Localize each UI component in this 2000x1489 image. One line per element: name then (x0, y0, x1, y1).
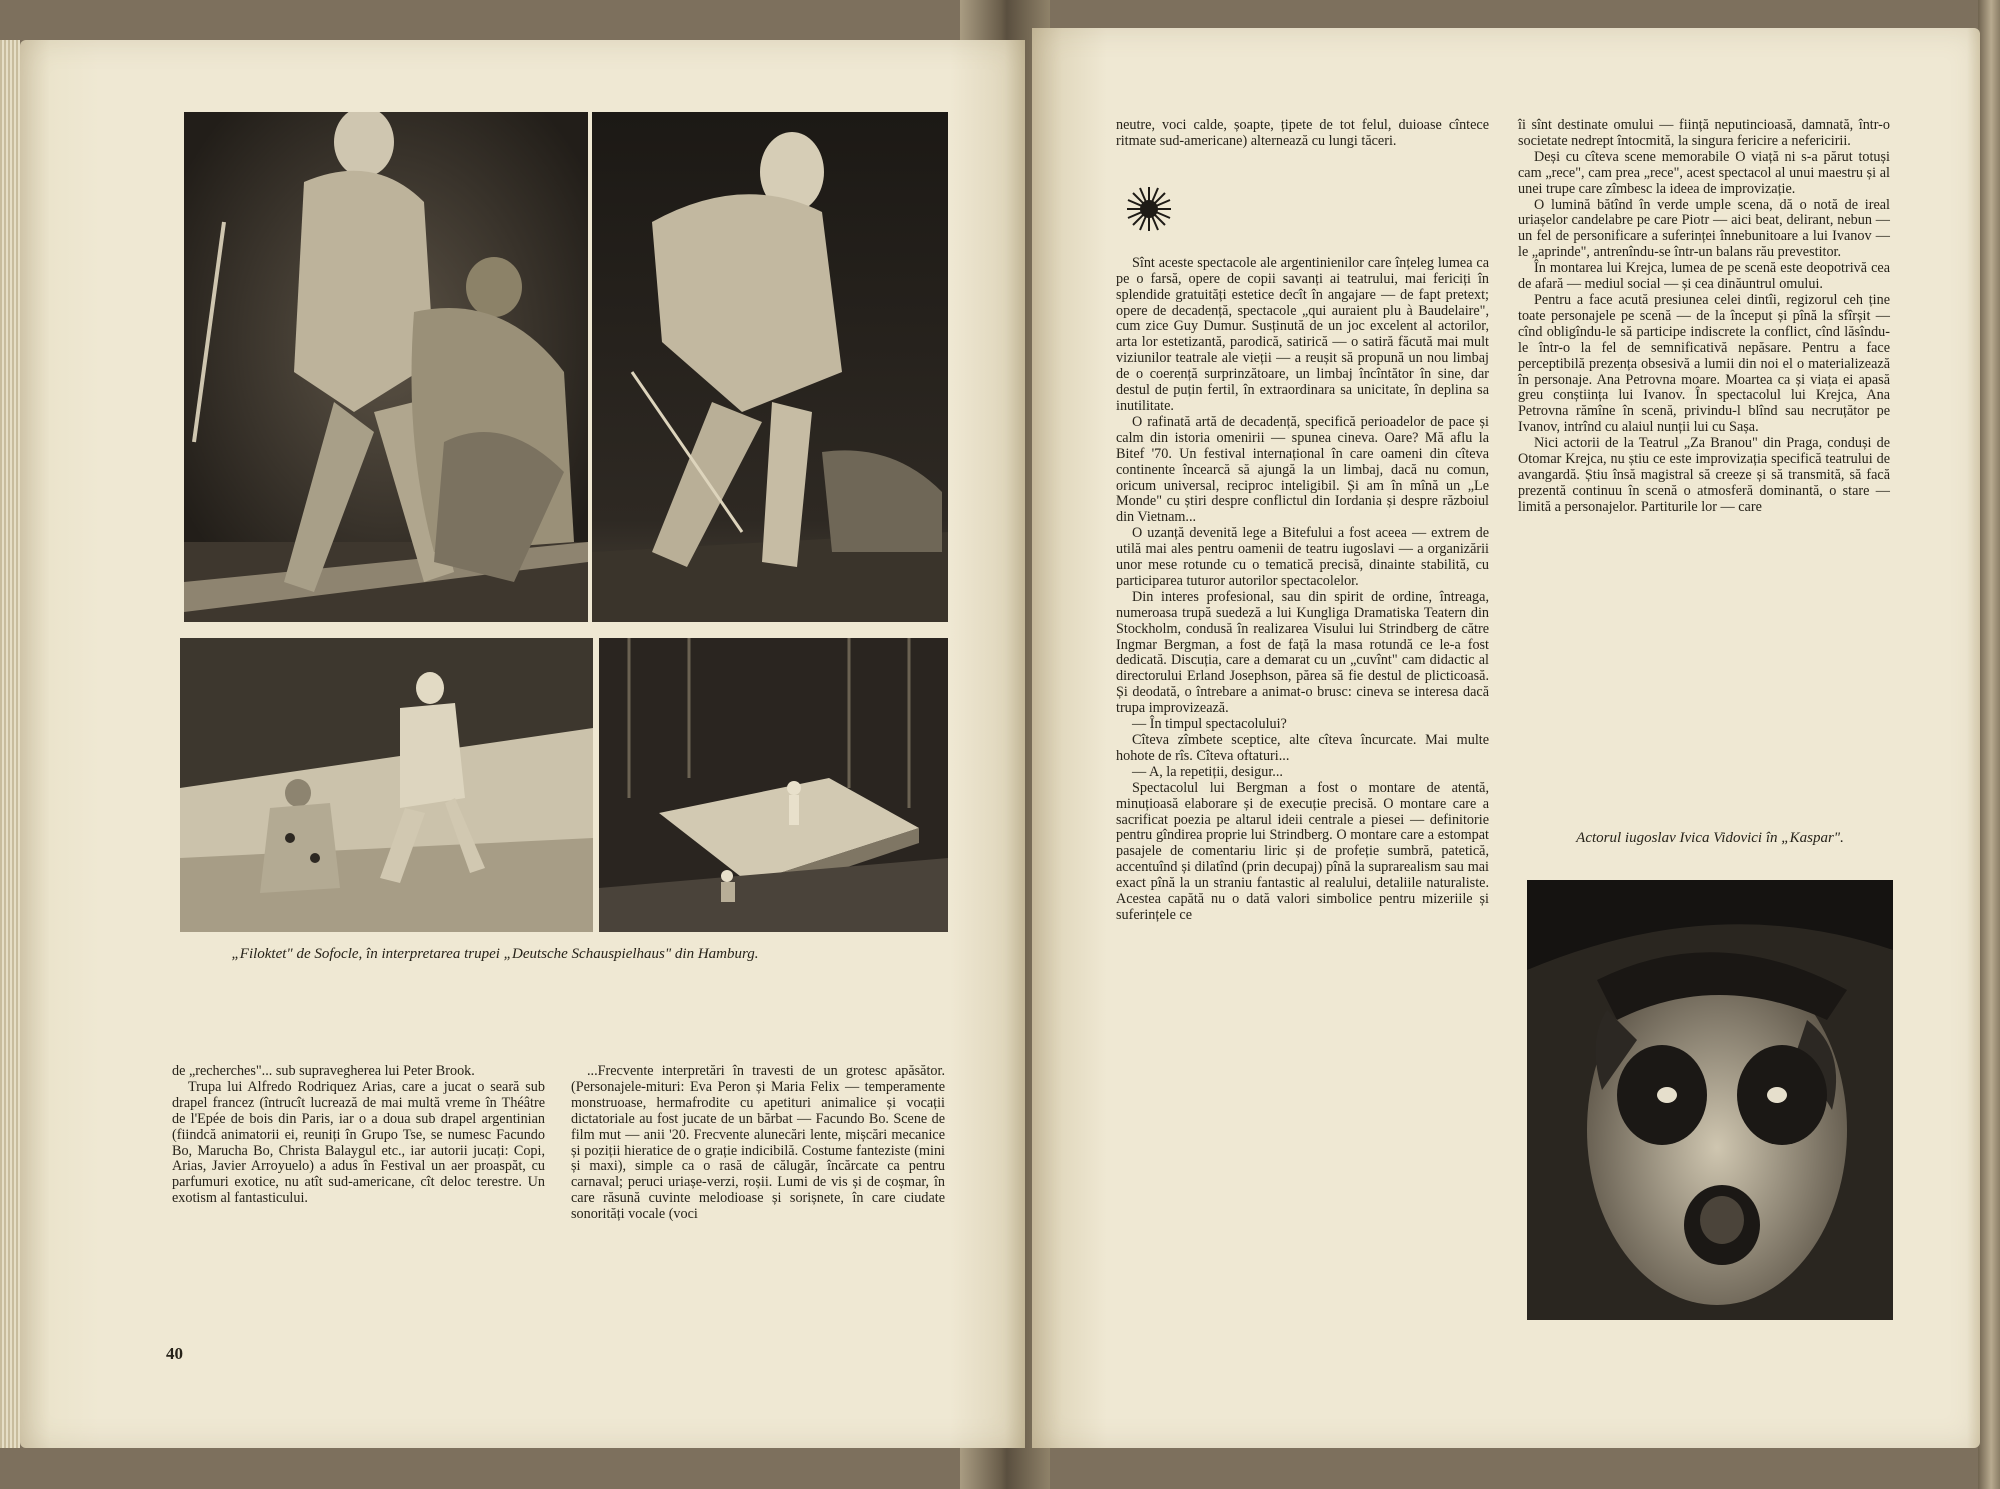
paragraph: — A, la repetiții, desigur... (1132, 763, 1283, 780)
photo-stage-set (599, 638, 948, 932)
paragraph: Deși cu cîteva scene memorabile O viață ni s-a părut totuși cam „rece", cam prea „rece", acest spectacol al unui maestru și al unei trupe care zîmbesc la ideea de improvizație. (1518, 148, 1890, 197)
paragraph: O uzanță devenită lege a Bitefului a fost aceea — extrem de utilă mai ales pentru oamenii de teatru iugoslavi — a organizării unor mese rotunde cu o tematică precisă, dinainte stabilită, cu participarea tuturor autorilor spectacolelor. (1116, 525, 1489, 589)
photo-top-left (184, 112, 588, 622)
paragraph: Din interes profesional, sau din spirit de ordine, întreaga, numeroasa trupă suedeză a lui Kungliga Dramatiska Teatern din Stockholm, condusă în realizarea Visului lui Strindberg de către Ingmar Bergman, a fost de față la masa rotundă ce le-a fost dedicată. Discuția, care a demarat cu un „cuvînt" cam didactic al directorului Erland Josephson, părea să fie destul de plicticoasă. Și deodată, o întrebare a animat-o brusc: cineva se interesa dacă trupa improvizează. (1116, 588, 1489, 717)
paragraph: Nici actorii de la Teatrul „Za Branou" din Praga, conduși de Otomar Krejca, nu știu ce este improvizația specifică teatrului de avangardă. Știu însă magistral să creeze și să transmită, să facă prezentă continuu în scenă o atmosferă dominantă, o stare — limită a personajelor. Partiturile lor — care (1518, 435, 1890, 515)
photo-actor-with-rod (592, 112, 948, 622)
photo-bottom-left (180, 638, 593, 932)
section-divider-sun-icon (1126, 186, 1172, 232)
paragraph: Spectacolul lui Bergman a fost o montare de atentă, minuțioasă elaborare și de execuție precisă. O montare care a sacrificat poezia pe altarul ideii centrale a piesei — definitorie pentru gîndirea proprie lui Strindberg. O montare care a estompat pasajele de comentariu liric și de profeție sumbră, patetică, accentuînd și dilatînd (prin decupaj) pînă la suprarealism sau mai exact pînă la un straniu fantastic al realului, detaliile naturaliste. Acestea capătă nu o dată valori simbolice pentru mizeriile și suferințele ce (1116, 779, 1489, 923)
page-edges (0, 40, 20, 1448)
paragraph: — În timpul spectacolului? (1132, 716, 1287, 733)
book-cover-edge (1978, 0, 2000, 1489)
page-number: 40 (166, 1344, 183, 1363)
left-page-column-1 (172, 1064, 545, 1207)
paragraph: îi sînt destinate omului — ființă neputincioasă, damnată, într-o societate nedrept întocmită, la singura fericire a nefericirii. (1518, 117, 1890, 149)
right-page-column-1 (1116, 118, 1489, 924)
paragraph: neutre, voci calde, șoapte, țipete de tot felul, duioase cîntece ritmate sud-americane) alternează cu lungi tăceri. (1116, 117, 1489, 149)
paragraph: În montarea lui Krejca, lumea de pe scenă este deopotrivă cea de afară — mediul social — și cea dinăuntrul omului. (1518, 260, 1890, 293)
right-page-column-2 (1518, 118, 1890, 516)
right-photo-caption: Actorul iugoslav Ivica Vidovici în „Kaspar". (1576, 830, 1844, 846)
photo-portrait (1527, 880, 1893, 1320)
photo-two-actors-stage (180, 638, 593, 932)
photo-actors-grappling (184, 112, 588, 622)
paragraph: Trupa lui Alfredo Rodriquez Arias, care a jucat o seară sub drapel francez (întrucît lucrează de mai multă vreme în Théâtre de l'Epée de bois din Paris, iar o a doua sub drapel argentinian (fiindcă animatorii ei, reuniți în Grupo Tse, se numesc Facundo Bo, Marucha Bo, Christa Balaygul etc., iar autorii jucați: Copi, Arias, Javier Arroyuelo) a adus în Festival un aer proaspăt, cu parfumuri exotice, nu atît sud-americane, cît deloc terestre. Un exotism al fantasticului. (172, 1078, 545, 1207)
paragraph: Cîteva zîmbete sceptice, alte cîteva încurcate. Mai multe hohote de rîs. Cîteva oftaturi... (1116, 732, 1489, 764)
paragraph: O lumină bătînd în verde umple scena, dă o notă de ireal uriașelor candelabre pe care Piotr — aici beat, delirant, nebun — un fel de personificare a suferinței înnebunitoare a lui Ivanov — le „aprinde", antrenîndu-se într-un balans rău prevestitor. (1518, 196, 1890, 261)
paragraph: de „recherches"... sub supravegherea lui Peter Brook. (172, 1063, 475, 1079)
left-photo-caption: „Filoktet" de Sofocle, în interpretarea trupei „Deutsche Schauspielhaus" din Hamburg. (231, 946, 759, 962)
paragraph: Pentru a face acută presiunea celei dintîi, regizorul ceh ține toate personajele pe scenă — de la început și pînă la sfîrșit — cînd obligîndu-le să participe indiscrete la conflict, cînd lăsîndu-le într-o la fel de semnificativă nepăsare. Pentru a face perceptibilă prezența obsesivă a lumii din noi el o materializează în personaje. Ana Petrovna moare. Moartea ca și viața ei apasă greu conștiința lui Ivanov. În spectacolul lui Krejca, Ana Petrovna rămîne în scenă, privindu-l blînd sau necruțător pe Ivanov, intrînd cu alaiul nunții lui cu Sașa. (1518, 291, 1890, 436)
paragraph: Sînt aceste spectacole ale argentinienilor care înțeleg lumea ca pe o farsă, opere de copii savanți ai teatrului, mai fericiți în splendide gratuități estetice decît în angajare — de fapt pretext; opere de decadență, spectacole „qui auraient plu à Baudelaire", cum zice Guy Dumur. Susținută de un joc excelent al actorilor, arta lor estetizantă, parodică, satirică — o satiră făcută mai mult viziunilor teatrale ale vieții — a reușit să propună un nou limbaj de o coerență surprinzătoare, un limbaj încîntător în sine, dar destul de puțin fertil, în extraordinara sa unicitate, în deplina sa inutilitate. (1116, 254, 1489, 414)
photo-bottom-right (599, 638, 948, 932)
photo-kaspar-portrait (1527, 880, 1893, 1320)
photo-top-right (592, 112, 948, 622)
paragraph: O rafinată artă de decadență, specifică perioadelor de pace și calm din istoria omenirii — spunea cineva. Oare? Mă aflu la Bitef '70. Un festival internațional în care oameni din cîteva continente încearcă să ajungă la un limbaj, dacă nu comun, oricum universal, reciproc inteligibil. Și am în mînă un „Le Monde" cu știri despre conflictul din Iordania și despre războiul din Vietnam... (1116, 413, 1489, 526)
paragraph: ...Frecvente interpretări în travesti de un grotesc apăsător. (Personajele-mituri: Eva Peron și Maria Felix — temperamente monstruoase, hermafrodite cu apetituri animalice și vocații dictatoriale au fost jucate de un bărbat — Facundo Bo. Scene de film mut — anii '20. Frecvente alunecări lente, mișcări mecanice și poziții hieratice de o grație indicibilă. Costume fanteziste (mini și maxi), simple ca o rasă de călugăr, încărcate ca pentru carnaval; peruci uriașe-verzi, roșii. Lumi de vis și de coșmar, în care răsună cuvinte melodioase și sorișnete, în care ciudate sonorități vocale (voci (571, 1063, 945, 1223)
left-page-column-2 (571, 1064, 945, 1223)
